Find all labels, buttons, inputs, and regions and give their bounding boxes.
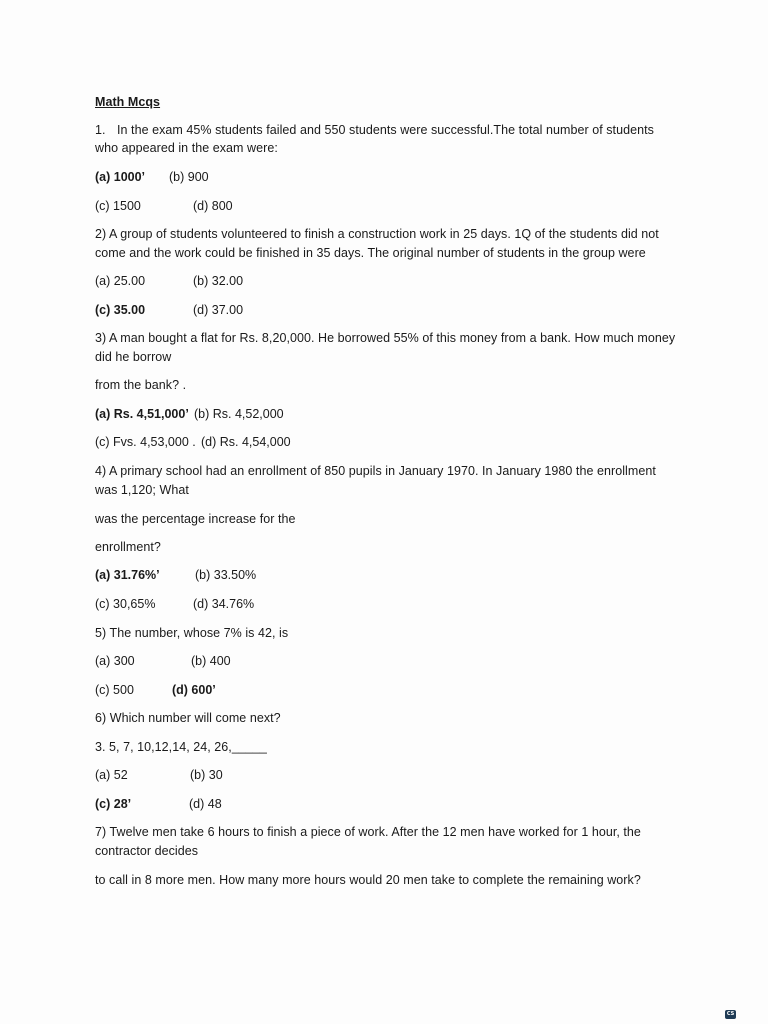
question-2-option-d: (d) 37.00	[193, 303, 244, 317]
question-5-option-b: (b) 400	[191, 654, 231, 668]
question-5-option-c: (c) 500	[95, 683, 134, 697]
question-2-option-c: (c) 35.00	[95, 303, 146, 317]
question-3-option-b: (b) Rs. 4,52,000	[194, 407, 284, 421]
question-1-option-b: (b) 900	[169, 170, 209, 184]
question-2-option-a: (a) 25.00	[95, 274, 146, 288]
question-6-line-1: 6) Which number will come next?	[95, 711, 281, 725]
question-3-options-row-2	[95, 434, 495, 450]
question-1-options-row-1	[95, 169, 495, 185]
question-4-option-c: (c) 30,65%	[95, 597, 156, 611]
question-3-option-c: (c) Fvs. 4,53,000 .	[95, 435, 196, 449]
question-5-option-d: (d) 600’	[172, 683, 216, 697]
question-2-line-2: come and the work could be finished in 35 days. The original number of students in the group were	[95, 246, 646, 260]
question-5-option-a: (a) 300	[95, 654, 135, 668]
question-3-line-2: did he borrow	[95, 350, 172, 364]
question-4-option-d: (d) 34.76%	[193, 597, 255, 611]
question-1-option-d: (d) 800	[193, 199, 233, 213]
question-3-options-row-1	[95, 406, 495, 422]
question-4-option-a: (a) 31.76%’	[95, 568, 160, 582]
question-5-line-1: 5) The number, whose 7% is 42, is	[95, 626, 289, 640]
question-6-option-c: (c) 28’	[95, 797, 132, 811]
question-6-option-d: (d) 48	[189, 797, 222, 811]
question-4-line-1: 4) A primary school had an enrollment of 850 pupils in January 1970. In January 1980 the enrollment	[95, 464, 656, 478]
question-2-line-1: 2) A group of students volunteered to finish a construction work in 25 days. 1Q of the students did not	[95, 227, 659, 241]
page-title: Math Mcqs	[95, 95, 161, 109]
question-3-line-3: from the bank? .	[95, 378, 187, 392]
question-4-line-3: was the percentage increase for the	[95, 512, 296, 526]
question-4-line-4: enrollment?	[95, 540, 161, 554]
question-4-line-2: was 1,120; What	[95, 483, 189, 497]
question-1-line-2: who appeared in the exam were:	[95, 141, 278, 155]
question-6-line-2: 3. 5, 7, 10,12,14, 24, 26,_____	[95, 740, 267, 754]
question-2-option-b: (b) 32.00	[193, 274, 244, 288]
question-3-option-a: (a) Rs. 4,51,000’	[95, 407, 189, 421]
question-2-options-row-2	[95, 302, 495, 318]
question-4-option-b: (b) 33.50%	[195, 568, 257, 582]
question-6-options-row-1	[95, 767, 495, 783]
question-1-option-c: (c) 1500	[95, 199, 141, 213]
question-3-option-d: (d) Rs. 4,54,000	[201, 435, 291, 449]
question-1-line-1	[95, 122, 654, 138]
question-3-line-1: 3) A man bought a flat for Rs. 8,20,000. He borrowed 55% of this money from a bank. How much money	[95, 331, 676, 345]
question-7-line-2: contractor decides	[95, 844, 199, 858]
question-2-options-row-1	[95, 273, 495, 289]
question-1-options-row-2	[95, 198, 495, 214]
question-4-options-row-1	[95, 567, 495, 583]
question-7-line-3: to call in 8 more men. How many more hours would 20 men take to complete the remaining work?	[95, 873, 641, 887]
question-5-options-row-2	[95, 682, 495, 698]
question-1-text: In the exam 45% students failed and 550 students were successful.The total number of students	[117, 123, 654, 137]
question-5-options-row-1	[95, 653, 495, 669]
question-7-line-1: 7) Twelve men take 6 hours to finish a piece of work. After the 12 men have worked for 1 hour, the	[95, 825, 641, 839]
camscanner-badge-icon: CS	[726, 1011, 735, 1017]
question-1-number: 1.	[95, 123, 106, 137]
question-1-option-a: (a) 1000’	[95, 170, 146, 184]
question-4-options-row-2	[95, 596, 495, 612]
question-6-option-b: (b) 30	[190, 768, 223, 782]
question-6-options-row-2	[95, 796, 495, 812]
question-6-option-a: (a) 52	[95, 768, 128, 782]
